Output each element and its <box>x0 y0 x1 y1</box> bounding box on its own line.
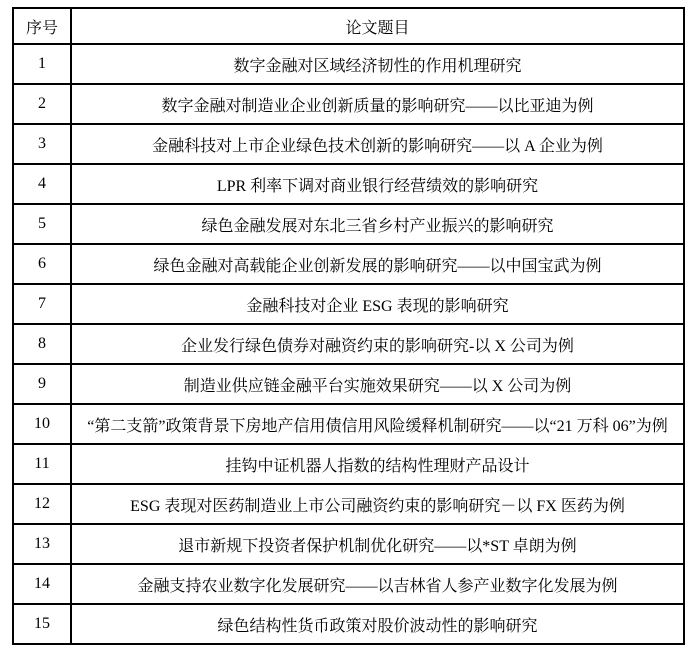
row-number-cell: 13 <box>13 524 71 564</box>
row-number-cell: 12 <box>13 484 71 524</box>
row-number-cell: 10 <box>13 404 71 444</box>
header-row <box>13 8 684 44</box>
row-number-cell: 14 <box>13 564 71 604</box>
row-number-cell: 15 <box>13 604 71 644</box>
paper-title-cell: 金融科技对企业 ESG 表现的影响研究 <box>71 284 684 324</box>
paper-title-cell: 制造业供应链金融平台实施效果研究——以 X 公司为例 <box>71 364 684 404</box>
paper-title-cell: 数字金融对制造业企业创新质量的影响研究——以比亚迪为例 <box>71 84 684 124</box>
table-row <box>13 524 684 564</box>
column-header-title: 论文题目 <box>71 8 684 44</box>
table-row <box>13 164 684 204</box>
table-row <box>13 604 684 644</box>
paper-title-cell: 金融科技对上市企业绿色技术创新的影响研究——以 A 企业为例 <box>71 124 684 164</box>
row-number-cell: 7 <box>13 284 71 324</box>
paper-title-cell: 退市新规下投资者保护机制优化研究——以*ST 卓朗为例 <box>71 524 684 564</box>
row-number-cell: 4 <box>13 164 71 204</box>
thesis-list-table <box>12 7 685 645</box>
row-number-cell: 6 <box>13 244 71 284</box>
column-header-number: 序号 <box>13 8 71 44</box>
paper-title-cell: 挂钩中证机器人指数的结构性理财产品设计 <box>71 444 684 484</box>
paper-title-cell: 绿色金融发展对东北三省乡村产业振兴的影响研究 <box>71 204 684 244</box>
table-row <box>13 204 684 244</box>
row-number-cell: 3 <box>13 124 71 164</box>
table-row <box>13 324 684 364</box>
paper-title-cell: 金融支持农业数字化发展研究——以吉林省人参产业数字化发展为例 <box>71 564 684 604</box>
paper-title-cell: 企业发行绿色债券对融资约束的影响研究-以 X 公司为例 <box>71 324 684 364</box>
table-row <box>13 124 684 164</box>
table-row <box>13 84 684 124</box>
paper-title-cell: “第二支箭”政策背景下房地产信用债信用风险缓释机制研究——以“21 万科 06”为例 <box>71 404 684 444</box>
table-row <box>13 444 684 484</box>
paper-title-cell: LPR 利率下调对商业银行经营绩效的影响研究 <box>71 164 684 204</box>
table-row <box>13 44 684 84</box>
table-row <box>13 404 684 444</box>
row-number-cell: 1 <box>13 44 71 84</box>
paper-title-cell: 数字金融对区域经济韧性的作用机理研究 <box>71 44 684 84</box>
paper-title-cell: ESG 表现对医药制造业上市公司融资约束的影响研究－以 FX 医药为例 <box>71 484 684 524</box>
paper-title-cell: 绿色金融对高载能企业创新发展的影响研究——以中国宝武为例 <box>71 244 684 284</box>
row-number-cell: 5 <box>13 204 71 244</box>
table-row <box>13 284 684 324</box>
table-row <box>13 364 684 404</box>
row-number-cell: 8 <box>13 324 71 364</box>
table-row <box>13 484 684 524</box>
table-row <box>13 564 684 604</box>
row-number-cell: 11 <box>13 444 71 484</box>
paper-title-cell: 绿色结构性货币政策对股价波动性的影响研究 <box>71 604 684 644</box>
row-number-cell: 9 <box>13 364 71 404</box>
table-row <box>13 244 684 284</box>
row-number-cell: 2 <box>13 84 71 124</box>
